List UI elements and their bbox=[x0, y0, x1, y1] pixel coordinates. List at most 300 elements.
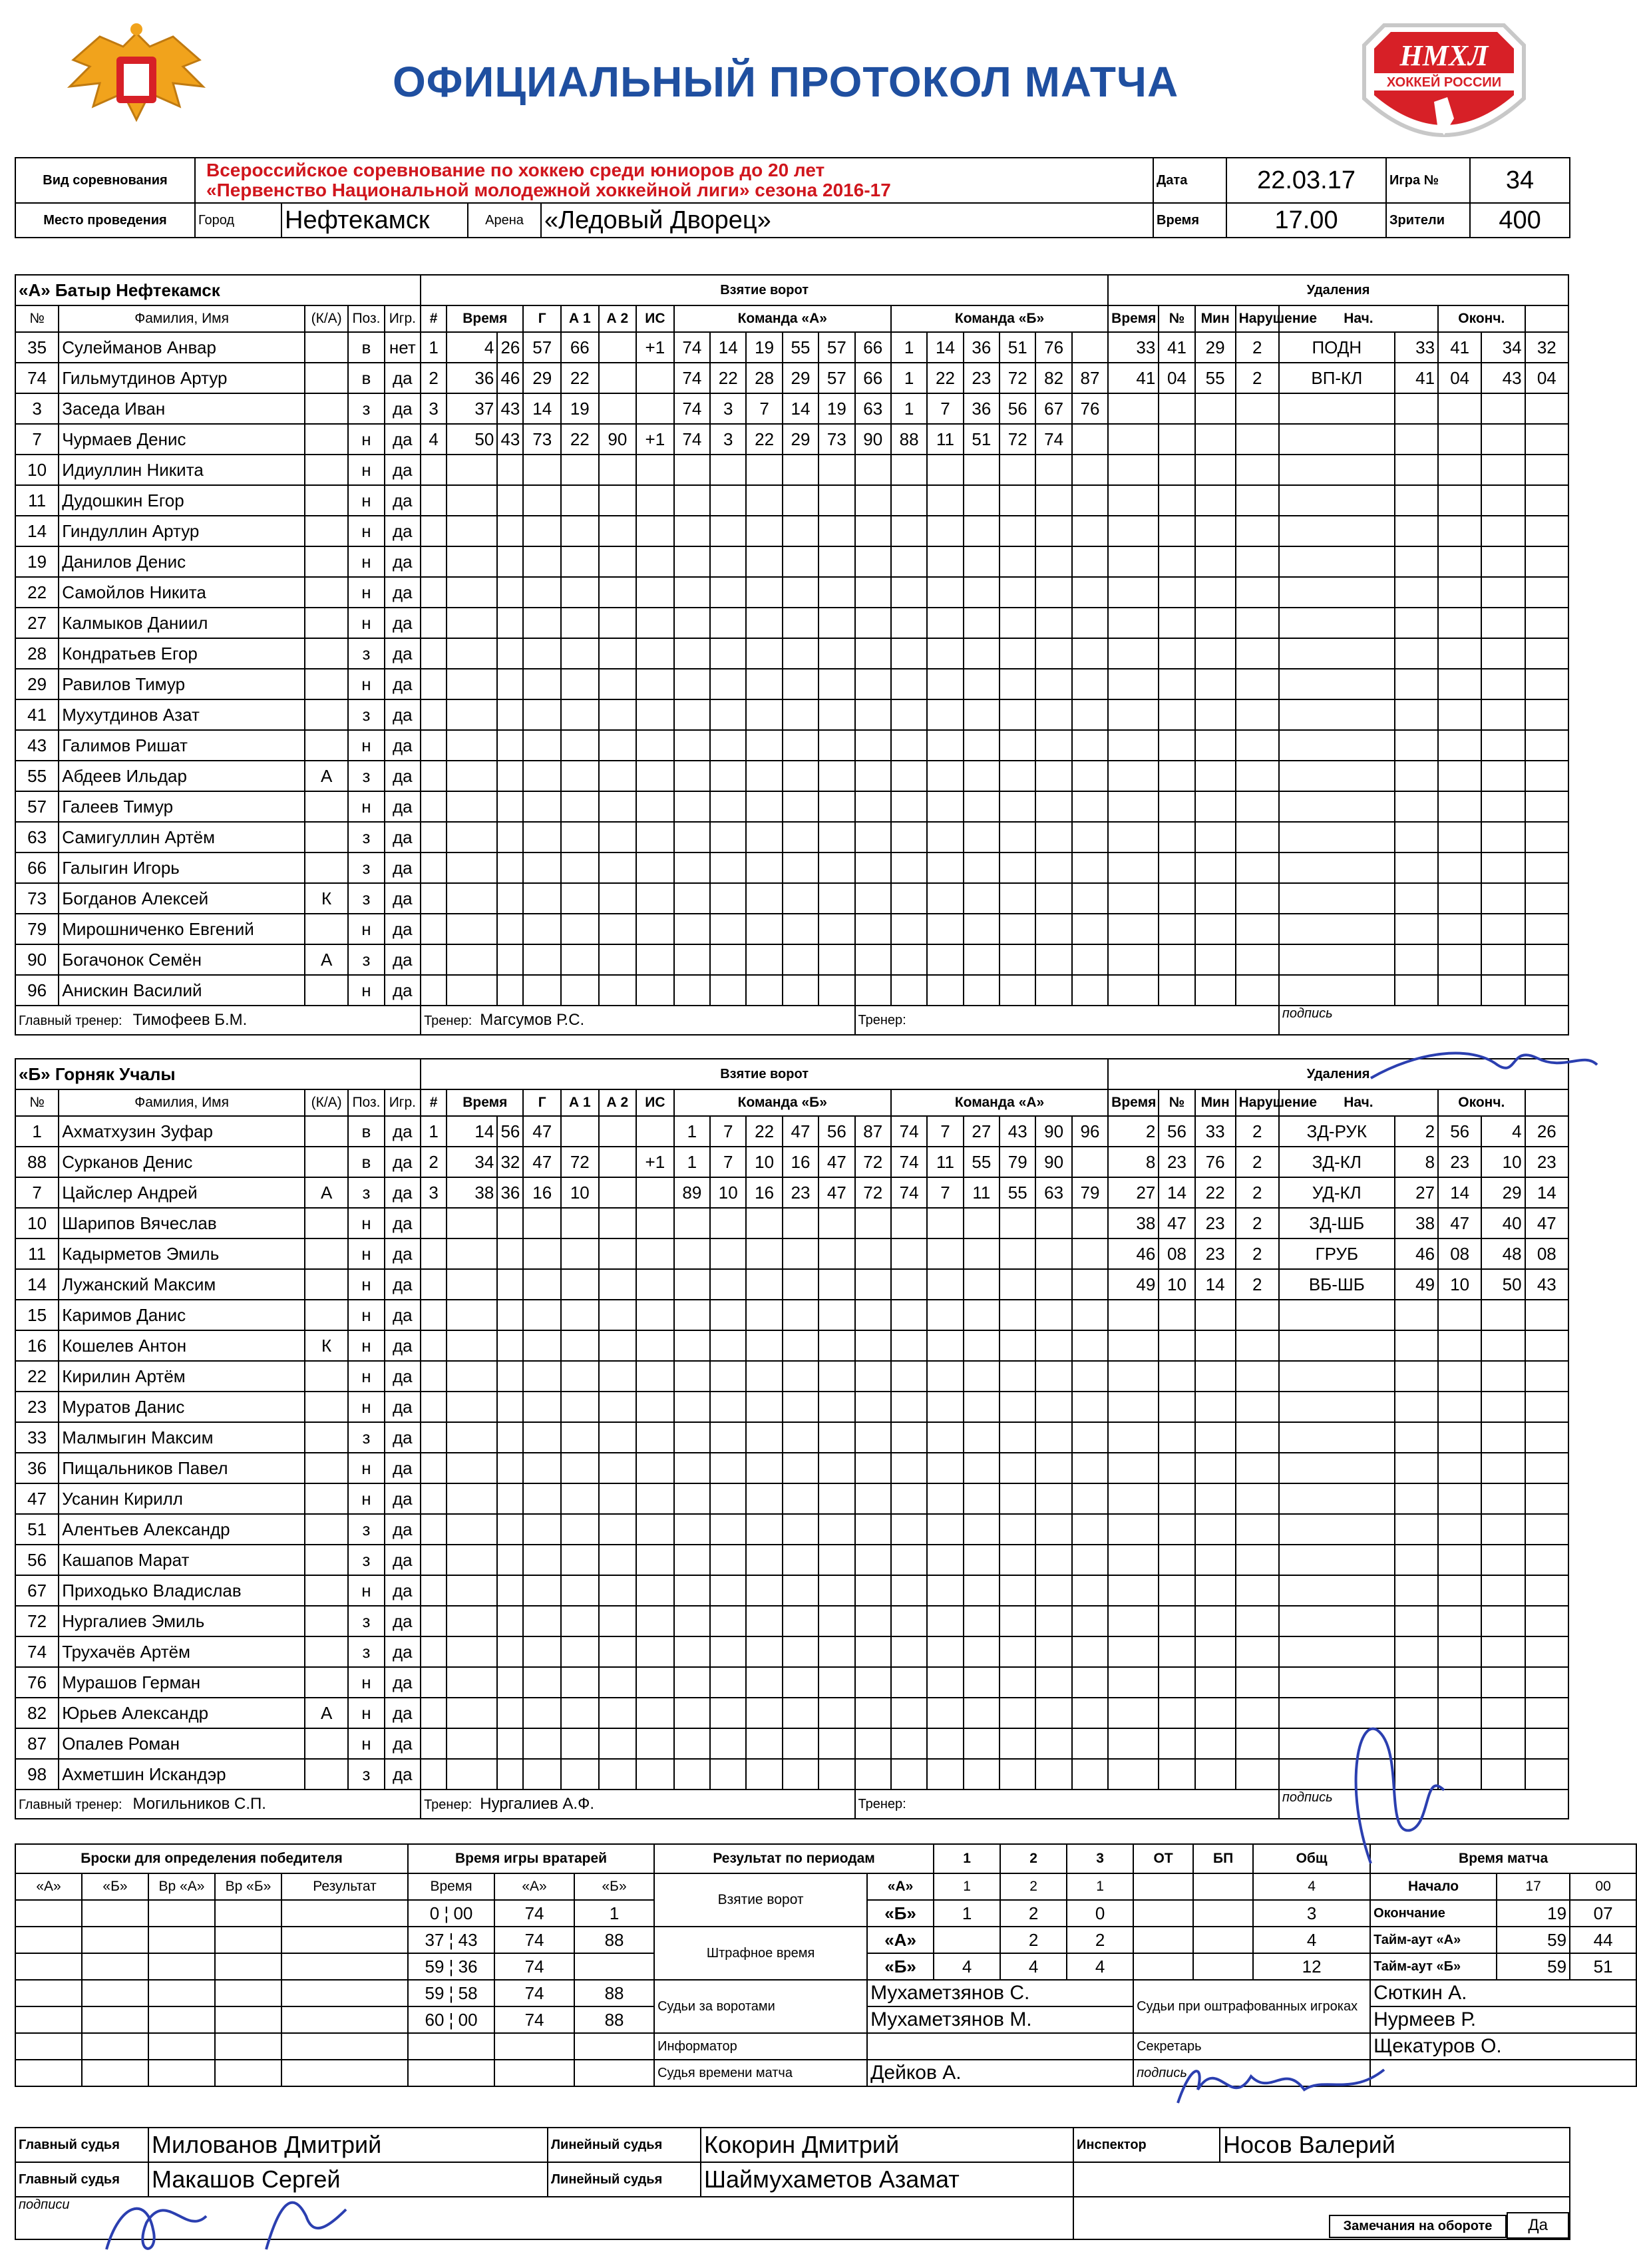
goal-cell bbox=[636, 1453, 674, 1483]
goal-cell bbox=[636, 546, 674, 577]
goal-cell bbox=[1035, 791, 1071, 822]
player-number: 14 bbox=[15, 516, 59, 546]
penalty-cell bbox=[1108, 1698, 1159, 1728]
goal-cell bbox=[818, 1361, 854, 1392]
pim-a-label: «А» bbox=[867, 1927, 934, 1953]
goal-cell bbox=[561, 883, 599, 914]
goal-cell bbox=[599, 669, 637, 699]
goal-cell bbox=[891, 1238, 927, 1269]
player-number: 98 bbox=[15, 1759, 59, 1790]
player-played: да bbox=[385, 730, 421, 761]
goal-cell bbox=[1072, 1698, 1108, 1728]
penalty-cell bbox=[1236, 1300, 1279, 1330]
goal-number bbox=[421, 1759, 447, 1790]
goal-cell bbox=[497, 1361, 523, 1392]
goal-cell bbox=[710, 546, 746, 577]
player-played: да bbox=[385, 363, 421, 393]
goal-cell bbox=[674, 914, 710, 944]
goal-cell bbox=[746, 546, 782, 577]
on-ice-opp: 76 bbox=[1072, 393, 1108, 424]
competition-label: Вид соревнования bbox=[15, 158, 195, 203]
player-row bbox=[15, 730, 1568, 761]
player-name: Кондратьев Егор bbox=[59, 638, 305, 669]
goal-cell bbox=[674, 1483, 710, 1514]
on-ice-own: 1 bbox=[674, 1116, 710, 1147]
inspector-label: Инспектор bbox=[1073, 2128, 1220, 2162]
player-number: 79 bbox=[15, 914, 59, 944]
penalty-cell bbox=[1438, 1392, 1481, 1422]
goal-cell bbox=[710, 699, 746, 730]
goal-cell bbox=[927, 1728, 963, 1759]
penalty-end-min: 40 bbox=[1481, 1208, 1525, 1238]
penalty-end-sec: 47 bbox=[1525, 1208, 1568, 1238]
goal-cell bbox=[561, 1208, 599, 1238]
player-number: 22 bbox=[15, 1361, 59, 1392]
goal-cell bbox=[674, 1545, 710, 1575]
goal-cell bbox=[818, 730, 854, 761]
goal-cell bbox=[497, 914, 523, 944]
goal-cell bbox=[746, 1392, 782, 1422]
pim-b-so bbox=[1193, 1953, 1253, 1980]
player-name: Богданов Алексей bbox=[59, 883, 305, 914]
goal-assist-1: 22 bbox=[561, 424, 599, 455]
penalty-cell bbox=[1195, 1698, 1236, 1728]
penalty-cell bbox=[1108, 791, 1159, 822]
player-position: н bbox=[348, 975, 384, 1006]
penalty-start-min: 41 bbox=[1395, 363, 1438, 393]
goal-cell bbox=[1035, 1422, 1071, 1453]
player-number: 11 bbox=[15, 485, 59, 516]
player-number: 76 bbox=[15, 1667, 59, 1698]
goal-cell bbox=[891, 455, 927, 485]
goal-cell bbox=[891, 1606, 927, 1636]
goal-cell bbox=[1035, 1361, 1071, 1392]
penalty-cell bbox=[1395, 1392, 1438, 1422]
penalty-cell bbox=[1236, 914, 1279, 944]
penalty-cell bbox=[1195, 546, 1236, 577]
goal-assist-2 bbox=[599, 1147, 637, 1177]
goal-cell bbox=[1072, 1422, 1108, 1453]
teamA-col-pos: Поз. bbox=[348, 305, 384, 332]
penalty-cell bbox=[1108, 485, 1159, 516]
goal-cell bbox=[636, 1759, 674, 1790]
player-row bbox=[15, 546, 1568, 577]
goal-cell bbox=[561, 1606, 599, 1636]
player-row bbox=[15, 791, 1568, 822]
player-position: з bbox=[348, 1514, 384, 1545]
goal-cell bbox=[561, 1636, 599, 1667]
goal-cell bbox=[964, 791, 1000, 822]
goal-number bbox=[421, 669, 447, 699]
player-name: Цайслер Андрей bbox=[59, 1177, 305, 1208]
goal-cell bbox=[891, 1514, 927, 1545]
goal-cell bbox=[818, 1759, 854, 1790]
goal-cell bbox=[561, 822, 599, 852]
penalty-cell bbox=[1525, 485, 1568, 516]
player-number: 74 bbox=[15, 1636, 59, 1667]
goal-situation: +1 bbox=[636, 424, 674, 455]
player-row bbox=[15, 1269, 1568, 1300]
goal-cell bbox=[855, 455, 891, 485]
goal-number: 3 bbox=[421, 1177, 447, 1208]
end-min: 19 bbox=[1497, 1900, 1570, 1927]
goal-cell bbox=[561, 1514, 599, 1545]
goal-cell bbox=[783, 1453, 818, 1483]
penalty-second: 10 bbox=[1159, 1269, 1194, 1300]
goal-cell bbox=[1035, 699, 1071, 730]
penalty-cell bbox=[1195, 975, 1236, 1006]
goal-cell bbox=[523, 485, 561, 516]
on-ice-own: 89 bbox=[674, 1177, 710, 1208]
goal-cell bbox=[891, 1728, 927, 1759]
head-coach-label: Главный тренер: bbox=[19, 1014, 122, 1028]
goal-cell bbox=[710, 669, 746, 699]
goal-cell bbox=[818, 699, 854, 730]
goal-cell bbox=[964, 730, 1000, 761]
goal-minute: 14 bbox=[447, 1116, 497, 1147]
goal-cell bbox=[855, 1514, 891, 1545]
player-role bbox=[305, 1514, 348, 1545]
goal-cell bbox=[964, 485, 1000, 516]
goal-number bbox=[421, 485, 447, 516]
goal-cell bbox=[746, 791, 782, 822]
place-label: Место проведения bbox=[15, 203, 195, 238]
on-ice-opp: 88 bbox=[891, 424, 927, 455]
player-played: да bbox=[385, 485, 421, 516]
penalty-minutes: 2 bbox=[1236, 1269, 1279, 1300]
goal-cell bbox=[636, 822, 674, 852]
penalty-cell bbox=[1481, 1698, 1525, 1728]
goal-cell bbox=[523, 883, 561, 914]
goal-cell bbox=[497, 883, 523, 914]
penalty-cell bbox=[1279, 1361, 1395, 1392]
goalie-col-b: «Б» bbox=[574, 1873, 654, 1900]
player-row bbox=[15, 577, 1568, 608]
goalie-row-5-time: 60 ¦ 00 bbox=[408, 2006, 494, 2033]
penalty-cell bbox=[1159, 577, 1194, 608]
goal-second: 43 bbox=[497, 393, 523, 424]
goal-cell bbox=[561, 669, 599, 699]
goal-minute bbox=[447, 1514, 497, 1545]
player-row bbox=[15, 363, 1568, 393]
goal-cell bbox=[1072, 791, 1108, 822]
goal-cell bbox=[1035, 546, 1071, 577]
goal-cell bbox=[1000, 608, 1035, 638]
penalty-cell bbox=[1481, 1422, 1525, 1453]
player-name: Галыгин Игорь bbox=[59, 852, 305, 883]
pim-b-label: «Б» bbox=[867, 1953, 934, 1980]
teamB-col-goal-num: # bbox=[421, 1089, 447, 1116]
player-position: н bbox=[348, 1453, 384, 1483]
goal-minute bbox=[447, 852, 497, 883]
penalty-cell bbox=[1108, 1636, 1159, 1667]
goal-cell bbox=[497, 761, 523, 791]
player-name: Самигуллин Артём bbox=[59, 822, 305, 852]
goal-cell bbox=[746, 761, 782, 791]
on-ice-own: 55 bbox=[783, 332, 818, 363]
penalty-cell bbox=[1525, 1667, 1568, 1698]
penalty-cell bbox=[1481, 944, 1525, 975]
player-played: да bbox=[385, 1667, 421, 1698]
goal-cell bbox=[783, 1208, 818, 1238]
goal-cell bbox=[1035, 1208, 1071, 1238]
goal-minute bbox=[447, 1575, 497, 1606]
goalie-row-5-b: 88 bbox=[574, 2006, 654, 2033]
on-ice-own: 63 bbox=[855, 393, 891, 424]
penalty-cell bbox=[1438, 424, 1481, 455]
penalty-cell bbox=[1108, 1514, 1159, 1545]
penalty-cell bbox=[1395, 1514, 1438, 1545]
shootout-col-ga: Вр «А» bbox=[148, 1873, 215, 1900]
goal-minute bbox=[447, 975, 497, 1006]
player-played: да bbox=[385, 546, 421, 577]
goal-cell bbox=[1000, 1361, 1035, 1392]
goal-cell bbox=[599, 761, 637, 791]
goal-cell bbox=[927, 944, 963, 975]
goal-cell bbox=[710, 1667, 746, 1698]
on-ice-opp: 67 bbox=[1035, 393, 1071, 424]
teamA-col-a2: А 2 bbox=[599, 305, 637, 332]
goal-number bbox=[421, 852, 447, 883]
player-number: 56 bbox=[15, 1545, 59, 1575]
city-label: Город bbox=[195, 203, 281, 238]
player-role bbox=[305, 332, 348, 363]
penalty-start-min: 38 bbox=[1395, 1208, 1438, 1238]
on-ice-own: 14 bbox=[710, 332, 746, 363]
referee-1-label: Главный судья bbox=[15, 2128, 148, 2162]
penalty-cell bbox=[1108, 1330, 1159, 1361]
player-number: 14 bbox=[15, 1269, 59, 1300]
goal-cell bbox=[927, 669, 963, 699]
penalty-cell bbox=[1159, 393, 1194, 424]
goal-cell bbox=[818, 1606, 854, 1636]
goal-cell bbox=[561, 485, 599, 516]
goal-minute bbox=[447, 1208, 497, 1238]
goal-number bbox=[421, 1453, 447, 1483]
goal-cell bbox=[710, 1545, 746, 1575]
goal-cell bbox=[964, 852, 1000, 883]
goal-cell bbox=[599, 822, 637, 852]
player-position: н bbox=[348, 1361, 384, 1392]
on-ice-own: 7 bbox=[710, 1116, 746, 1147]
penalty-cell bbox=[1395, 577, 1438, 608]
penalty-cell bbox=[1159, 1575, 1194, 1606]
penalty-end-sec: 14 bbox=[1525, 1177, 1568, 1208]
goalie-col-time: Время bbox=[408, 1873, 494, 1900]
penalty-cell bbox=[1481, 455, 1525, 485]
goal-assist-1: 19 bbox=[561, 393, 599, 424]
goal-cell bbox=[497, 455, 523, 485]
goal-cell bbox=[927, 730, 963, 761]
goal-assist-1: 10 bbox=[561, 1177, 599, 1208]
goal-cell bbox=[855, 638, 891, 669]
goal-cell bbox=[523, 608, 561, 638]
goal-cell bbox=[746, 1636, 782, 1667]
player-row bbox=[15, 1514, 1568, 1545]
penalty-judges-label: Судьи при оштрафованных игроках bbox=[1133, 1980, 1370, 2033]
goal-cell bbox=[710, 1269, 746, 1300]
player-row bbox=[15, 1483, 1568, 1514]
player-role bbox=[305, 393, 348, 424]
goal-cell bbox=[497, 577, 523, 608]
pim-a-p1 bbox=[934, 1927, 1000, 1953]
goal-cell bbox=[674, 1330, 710, 1361]
goal-cell bbox=[599, 577, 637, 608]
on-ice-own: 57 bbox=[818, 332, 854, 363]
penalty-cell bbox=[1438, 1453, 1481, 1483]
goal-cell bbox=[783, 1545, 818, 1575]
referee-1-name: Милованов Дмитрий bbox=[148, 2128, 548, 2162]
goal-cell bbox=[497, 1483, 523, 1514]
goal-cell bbox=[561, 975, 599, 1006]
penalty-start-sec: 47 bbox=[1438, 1208, 1481, 1238]
goal-cell bbox=[891, 1330, 927, 1361]
teamA-col-team-own: Команда «А» bbox=[674, 305, 891, 332]
goal-cell bbox=[497, 1575, 523, 1606]
penalty-cell bbox=[1438, 944, 1481, 975]
goal-cell bbox=[783, 1392, 818, 1422]
penalty-cell bbox=[1525, 883, 1568, 914]
penalty-end-min: 4 bbox=[1481, 1116, 1525, 1147]
goal-cell bbox=[855, 485, 891, 516]
penalty-cell bbox=[1481, 669, 1525, 699]
goal-cell bbox=[1000, 1728, 1035, 1759]
goal-cell bbox=[636, 1300, 674, 1330]
penalty-cell bbox=[1438, 1575, 1481, 1606]
goal-cell bbox=[497, 730, 523, 761]
goal-minute bbox=[447, 1453, 497, 1483]
penalty-cell bbox=[1525, 1392, 1568, 1422]
signatures-label: подписи bbox=[15, 2197, 1073, 2239]
goal-cell bbox=[1035, 577, 1071, 608]
penalty-cell bbox=[1108, 822, 1159, 852]
goal-cell bbox=[523, 699, 561, 730]
goal-cell bbox=[1035, 975, 1071, 1006]
penalty-violation: ЗД-ШБ bbox=[1279, 1208, 1395, 1238]
player-played: да bbox=[385, 608, 421, 638]
penalty-cell bbox=[1525, 577, 1568, 608]
penalty-cell bbox=[1395, 1606, 1438, 1636]
penalty-cell bbox=[1195, 393, 1236, 424]
goal-cell bbox=[1072, 699, 1108, 730]
player-played: да bbox=[385, 1392, 421, 1422]
player-played: да bbox=[385, 791, 421, 822]
penalty-end-sec: 23 bbox=[1525, 1147, 1568, 1177]
goal-cell bbox=[1000, 914, 1035, 944]
player-played: да bbox=[385, 516, 421, 546]
penalty-cell bbox=[1525, 822, 1568, 852]
penalty-cell bbox=[1159, 638, 1194, 669]
player-position: в bbox=[348, 363, 384, 393]
goal-cell bbox=[710, 822, 746, 852]
penalty-start-sec: 10 bbox=[1438, 1269, 1481, 1300]
goal-cell bbox=[964, 975, 1000, 1006]
goal-cell bbox=[636, 455, 674, 485]
penalty-player: 14 bbox=[1195, 1269, 1236, 1300]
penalty-cell bbox=[1159, 730, 1194, 761]
penalty-cell bbox=[1236, 577, 1279, 608]
goal-cell bbox=[855, 1667, 891, 1698]
goal-cell bbox=[497, 791, 523, 822]
goal-cell bbox=[523, 1545, 561, 1575]
player-name: Галимов Ришат bbox=[59, 730, 305, 761]
goal-cell bbox=[746, 1698, 782, 1728]
goal-cell bbox=[855, 669, 891, 699]
player-number: 7 bbox=[15, 1177, 59, 1208]
player-position: з bbox=[348, 761, 384, 791]
penalty-end-min: 43 bbox=[1481, 363, 1525, 393]
penalty-cell bbox=[1159, 1636, 1194, 1667]
on-ice-opp: 72 bbox=[1000, 424, 1035, 455]
goal-cell bbox=[561, 944, 599, 975]
goal-cell bbox=[783, 1698, 818, 1728]
goal-cell bbox=[818, 1575, 854, 1606]
goal-cell bbox=[927, 1667, 963, 1698]
penalty-cell bbox=[1159, 1330, 1194, 1361]
teamA-coach2-label: Тренер: bbox=[855, 1006, 1279, 1035]
penalty-cell bbox=[1395, 761, 1438, 791]
player-row bbox=[15, 883, 1568, 914]
teamB-col-name: Фамилия, Имя bbox=[59, 1089, 305, 1116]
player-role: А bbox=[305, 1177, 348, 1208]
goal-cell bbox=[523, 1698, 561, 1728]
player-number: 19 bbox=[15, 546, 59, 577]
goal-cell bbox=[891, 852, 927, 883]
goal-cell bbox=[523, 1575, 561, 1606]
player-role bbox=[305, 1483, 348, 1514]
goal-cell bbox=[561, 455, 599, 485]
goal-cell bbox=[746, 1728, 782, 1759]
goal-cell bbox=[783, 485, 818, 516]
goal-cell bbox=[710, 485, 746, 516]
player-position: з bbox=[348, 1177, 384, 1208]
penalty-cell bbox=[1159, 1392, 1194, 1422]
goal-minute bbox=[447, 455, 497, 485]
penalty-cell bbox=[1438, 1300, 1481, 1330]
goal-cell bbox=[927, 883, 963, 914]
goal-cell bbox=[1000, 1269, 1035, 1300]
goal-minute bbox=[447, 1636, 497, 1667]
goal-scorer: 14 bbox=[523, 393, 561, 424]
goal-cell bbox=[674, 883, 710, 914]
goal-cell bbox=[1035, 730, 1071, 761]
penalty-cell bbox=[1279, 1636, 1395, 1667]
goal-cell bbox=[674, 1453, 710, 1483]
on-ice-own: 47 bbox=[818, 1147, 854, 1177]
penalty-cell bbox=[1279, 944, 1395, 975]
goal-cell bbox=[710, 1483, 746, 1514]
goalie-time-title: Время игры вратарей bbox=[408, 1844, 654, 1873]
goal-cell bbox=[561, 699, 599, 730]
player-position: н bbox=[348, 1575, 384, 1606]
goal-cell bbox=[1000, 638, 1035, 669]
penalty-cell bbox=[1395, 1422, 1438, 1453]
player-role bbox=[305, 914, 348, 944]
penalty-cell bbox=[1159, 1453, 1194, 1483]
periods-title: Результат по периодам bbox=[654, 1844, 934, 1873]
penalty-cell bbox=[1159, 791, 1194, 822]
penalty-cell bbox=[1438, 791, 1481, 822]
player-position: н bbox=[348, 1269, 384, 1300]
goal-cell bbox=[746, 1759, 782, 1790]
goal-cell bbox=[783, 852, 818, 883]
goal-cell bbox=[523, 1361, 561, 1392]
goal-cell bbox=[1035, 852, 1071, 883]
penalty-cell bbox=[1525, 1636, 1568, 1667]
goal-cell bbox=[497, 1514, 523, 1545]
goal-cell bbox=[561, 1361, 599, 1392]
goal-cell bbox=[636, 638, 674, 669]
